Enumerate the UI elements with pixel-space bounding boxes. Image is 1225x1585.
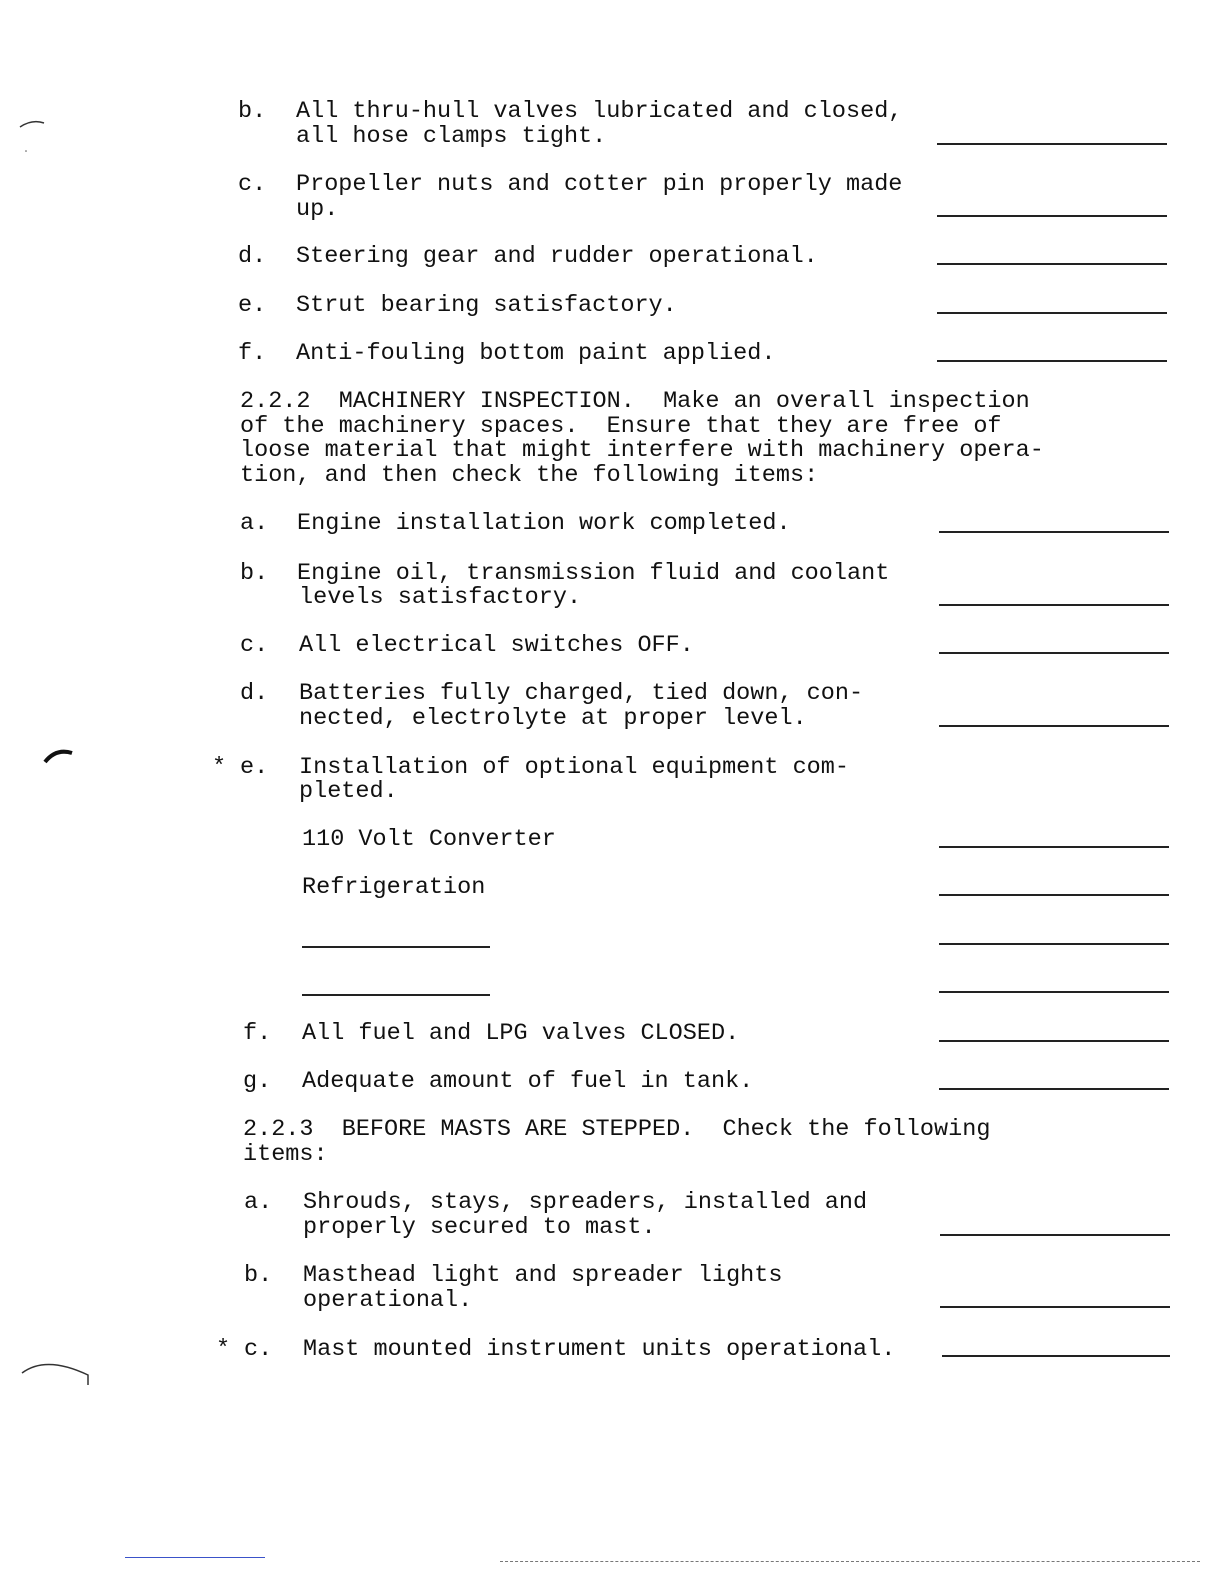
item-text: Engine oil, transmission fluid and coolant <box>297 560 890 587</box>
margin-mark-1 <box>18 115 58 155</box>
item-text-cont: operational. <box>303 1287 473 1314</box>
signoff-blank[interactable] <box>937 263 1167 265</box>
item-letter: f. <box>238 340 267 367</box>
item-text: Batteries fully charged, tied down, con- <box>299 680 864 707</box>
item-text: All thru-hull valves lubricated and closed, <box>296 98 903 125</box>
item-letter: f. <box>243 1020 272 1047</box>
signoff-blank[interactable] <box>939 531 1169 533</box>
signoff-blank[interactable] <box>942 1355 1170 1357</box>
item-letter: b. <box>244 1262 273 1289</box>
item-letter: c. <box>244 1336 273 1363</box>
signoff-blank[interactable] <box>940 1234 1170 1236</box>
item-text: Anti-fouling bottom paint applied. <box>296 340 776 367</box>
signoff-blank[interactable] <box>939 846 1169 848</box>
signoff-blank[interactable] <box>937 215 1167 217</box>
bottom-scan-line <box>125 1557 265 1558</box>
item-text: Steering gear and rudder operational. <box>296 243 818 270</box>
item-letter: e. <box>238 292 267 319</box>
signoff-blank[interactable] <box>939 725 1169 727</box>
item-text: Engine installation work completed. <box>297 510 791 537</box>
item-text-cont: levels satisfactory. <box>299 584 582 611</box>
item-letter: e. <box>240 754 269 781</box>
signoff-blank[interactable] <box>939 991 1169 993</box>
item-letter: c. <box>240 632 269 659</box>
bottom-scan-line <box>500 1561 1200 1562</box>
item-letter: c. <box>238 171 267 198</box>
section-paragraph-line: of the machinery spaces. Ensure that they are free of <box>240 413 1002 440</box>
signoff-blank[interactable] <box>937 312 1167 314</box>
signoff-blank[interactable] <box>937 360 1167 362</box>
item-letter: d. <box>240 680 269 707</box>
item-text-cont: pleted. <box>299 778 398 805</box>
section-paragraph-line: 2.2.2 MACHINERY INSPECTION. Make an overall inspection <box>240 388 1030 415</box>
item-text: Propeller nuts and cotter pin properly made <box>296 171 903 198</box>
optional-equipment-label: 110 Volt Converter <box>302 826 556 853</box>
revision-star: * <box>216 1336 231 1363</box>
equipment-name-blank[interactable] <box>302 946 490 948</box>
equipment-name-blank[interactable] <box>302 994 490 996</box>
item-text-cont: up. <box>296 196 339 223</box>
section-paragraph-line: 2.2.3 BEFORE MASTS ARE STEPPED. Check the following <box>243 1116 991 1143</box>
item-letter: a. <box>244 1189 273 1216</box>
section-paragraph-line: tion, and then check the following items: <box>240 462 819 489</box>
item-text-cont: all hose clamps tight. <box>296 123 607 150</box>
item-text: Strut bearing satisfactory. <box>296 292 677 319</box>
signoff-blank[interactable] <box>939 894 1169 896</box>
margin-mark-3 <box>18 1355 98 1395</box>
item-text: Adequate amount of fuel in tank. <box>302 1068 754 1095</box>
section-paragraph-line: loose material that might interfere with machinery opera- <box>240 437 1044 464</box>
signoff-blank[interactable] <box>940 1306 1170 1308</box>
item-text: Shrouds, stays, spreaders, installed and <box>303 1189 868 1216</box>
item-text-cont: properly secured to mast. <box>303 1214 656 1241</box>
item-letter: d. <box>238 243 267 270</box>
item-text: All electrical switches OFF. <box>299 632 694 659</box>
item-text: Mast mounted instrument units operational. <box>303 1336 896 1363</box>
signoff-blank[interactable] <box>939 1040 1169 1042</box>
signoff-blank[interactable] <box>939 652 1169 654</box>
section-paragraph-line: items: <box>243 1141 328 1168</box>
margin-mark-2 <box>42 740 82 770</box>
item-letter: b. <box>238 98 267 125</box>
signoff-blank[interactable] <box>939 604 1169 606</box>
signoff-blank[interactable] <box>939 1088 1169 1090</box>
item-text: Masthead light and spreader lights <box>303 1262 783 1289</box>
item-text-cont: nected, electrolyte at proper level. <box>299 705 807 732</box>
item-letter: a. <box>240 510 269 537</box>
item-text: Installation of optional equipment com- <box>299 754 849 781</box>
signoff-blank[interactable] <box>937 143 1167 145</box>
signoff-blank[interactable] <box>939 943 1169 945</box>
revision-star: * <box>212 754 227 781</box>
optional-equipment-label: Refrigeration <box>302 874 486 901</box>
item-letter: g. <box>243 1068 272 1095</box>
item-text: All fuel and LPG valves CLOSED. <box>302 1020 740 1047</box>
item-letter: b. <box>240 560 269 587</box>
